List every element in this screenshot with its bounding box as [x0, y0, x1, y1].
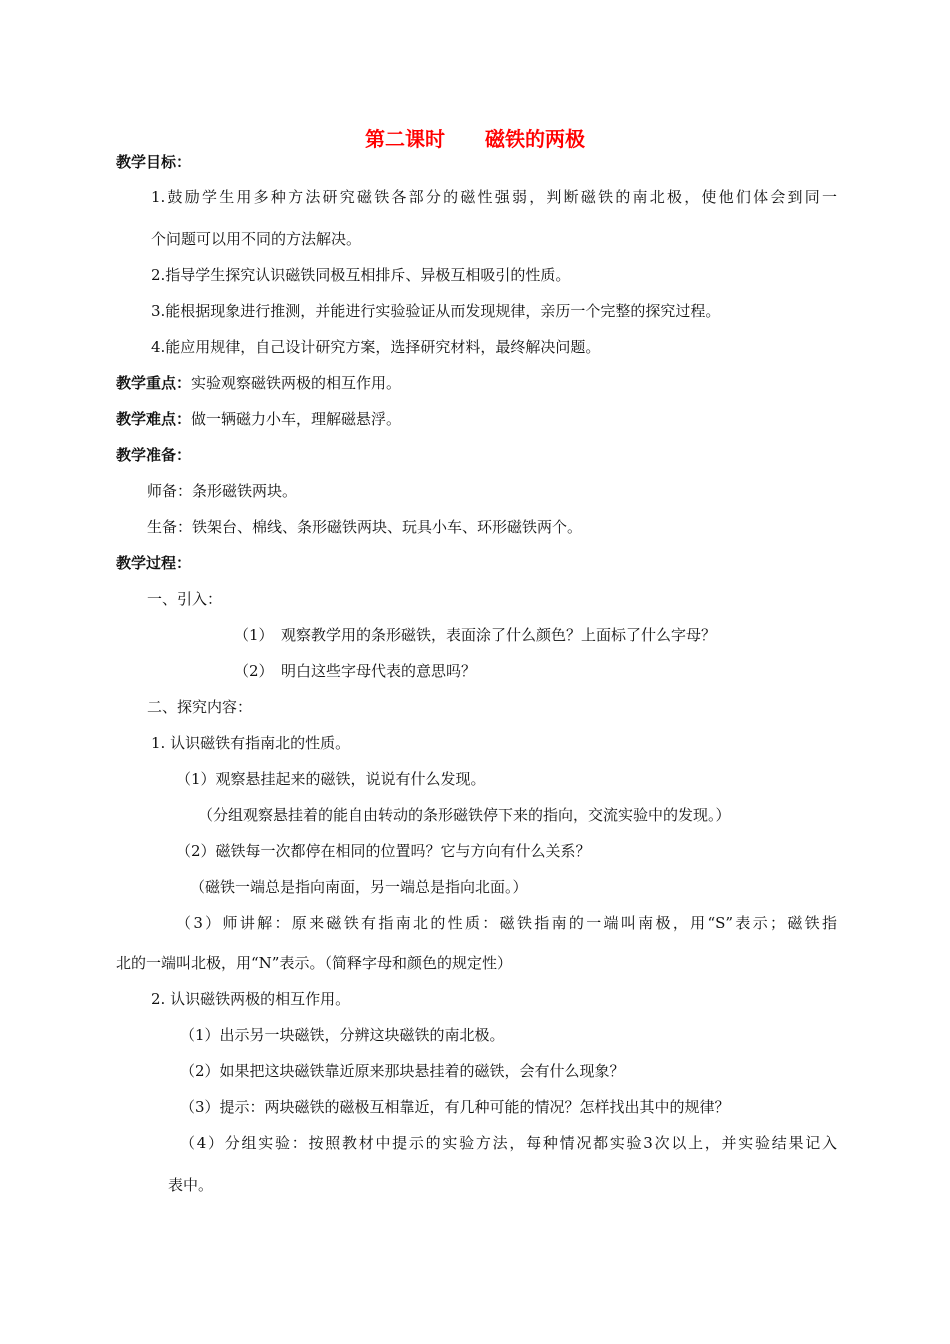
part2-heading: 2. 认识磁铁两极的相互作用。: [151, 990, 351, 1008]
part1-note: （分组观察悬挂着的能自由转动的条形磁铁停下来的指向，交流实验中的发现。）: [198, 806, 731, 824]
part2-line: （2）如果把这块磁铁靠近原来那块悬挂着的磁铁，会有什么现象？: [180, 1062, 625, 1080]
part2-line: （4）分组实验：按照教材中提示的实验方法，每种情况都实验3次以上，并实验结果记入: [180, 1134, 837, 1152]
objective-line: 个问题可以用不同的方法解决。: [151, 230, 362, 248]
part2-line: （3）提示：两块磁铁的磁极互相靠近，有几种可能的情况？怎样找出其中的规律？: [180, 1098, 730, 1116]
teacher-preparation: 师备：条形磁铁两块。: [147, 482, 298, 500]
part1-heading: 1. 认识磁铁有指南北的性质。: [151, 734, 351, 752]
part1-line: 北的一端叫北极，用“N”表示。（简释字母和颜色的规定性）: [116, 954, 512, 972]
intro-item: （1） 观察教学用的条形磁铁，表面涂了什么颜色？上面标了什么字母？: [234, 626, 717, 644]
objective-line: 2.指导学生探究认识磁铁同极互相排斥、异极互相吸引的性质。: [151, 266, 571, 284]
part2-line: （1）出示另一块磁铁，分辨这块磁铁的南北极。: [180, 1026, 505, 1044]
key-point-text: 实验观察磁铁两极的相互作用。: [191, 374, 402, 392]
preparation-label: 教学准备：: [116, 446, 192, 464]
student-preparation: 生备：铁架台、棉线、条形磁铁两块、玩具小车、环形磁铁两个。: [147, 518, 583, 536]
key-point-label: 教学重点：: [116, 374, 192, 392]
difficulty-label: 教学难点：: [116, 410, 192, 428]
difficulty-row: [116, 409, 401, 429]
explore-heading: 二、探究内容：: [147, 698, 253, 716]
difficulty-text: 做一辆磁力小车，理解磁悬浮。: [191, 410, 402, 428]
part1-line: （2）磁铁每一次都停在相同的位置吗？它与方向有什么关系？: [176, 842, 591, 860]
part1-line: （3）师讲解：原来磁铁有指南北的性质：磁铁指南的一端叫南极，用“S”表示；磁铁指: [176, 914, 837, 932]
key-point-row: [116, 373, 401, 393]
process-label: 教学过程：: [116, 554, 192, 572]
objective-line: 1.鼓励学生用多种方法研究磁铁各部分的磁性强弱，判断磁铁的南北极，使他们体会到同一: [151, 188, 837, 206]
part2-line: 表中。: [168, 1176, 214, 1194]
objective-line: 3.能根据现象进行推测，并能进行实验验证从而发现规律，亲历一个完整的探究过程。: [151, 302, 721, 320]
intro-heading: 一、引入：: [147, 590, 223, 608]
objectives-label: 教学目标：: [116, 153, 192, 171]
intro-item: （2） 明白这些字母代表的意思吗？: [234, 662, 477, 680]
objective-line: 4.能应用规律，自己设计研究方案，选择研究材料，最终解决问题。: [151, 338, 601, 356]
part1-line: （1）观察悬挂起来的磁铁，说说有什么发现。: [176, 770, 486, 788]
part1-note: （磁铁一端总是指向南面，另一端总是指向北面。）: [190, 878, 528, 896]
page-title: 第二课时 磁铁的两极: [365, 127, 585, 151]
